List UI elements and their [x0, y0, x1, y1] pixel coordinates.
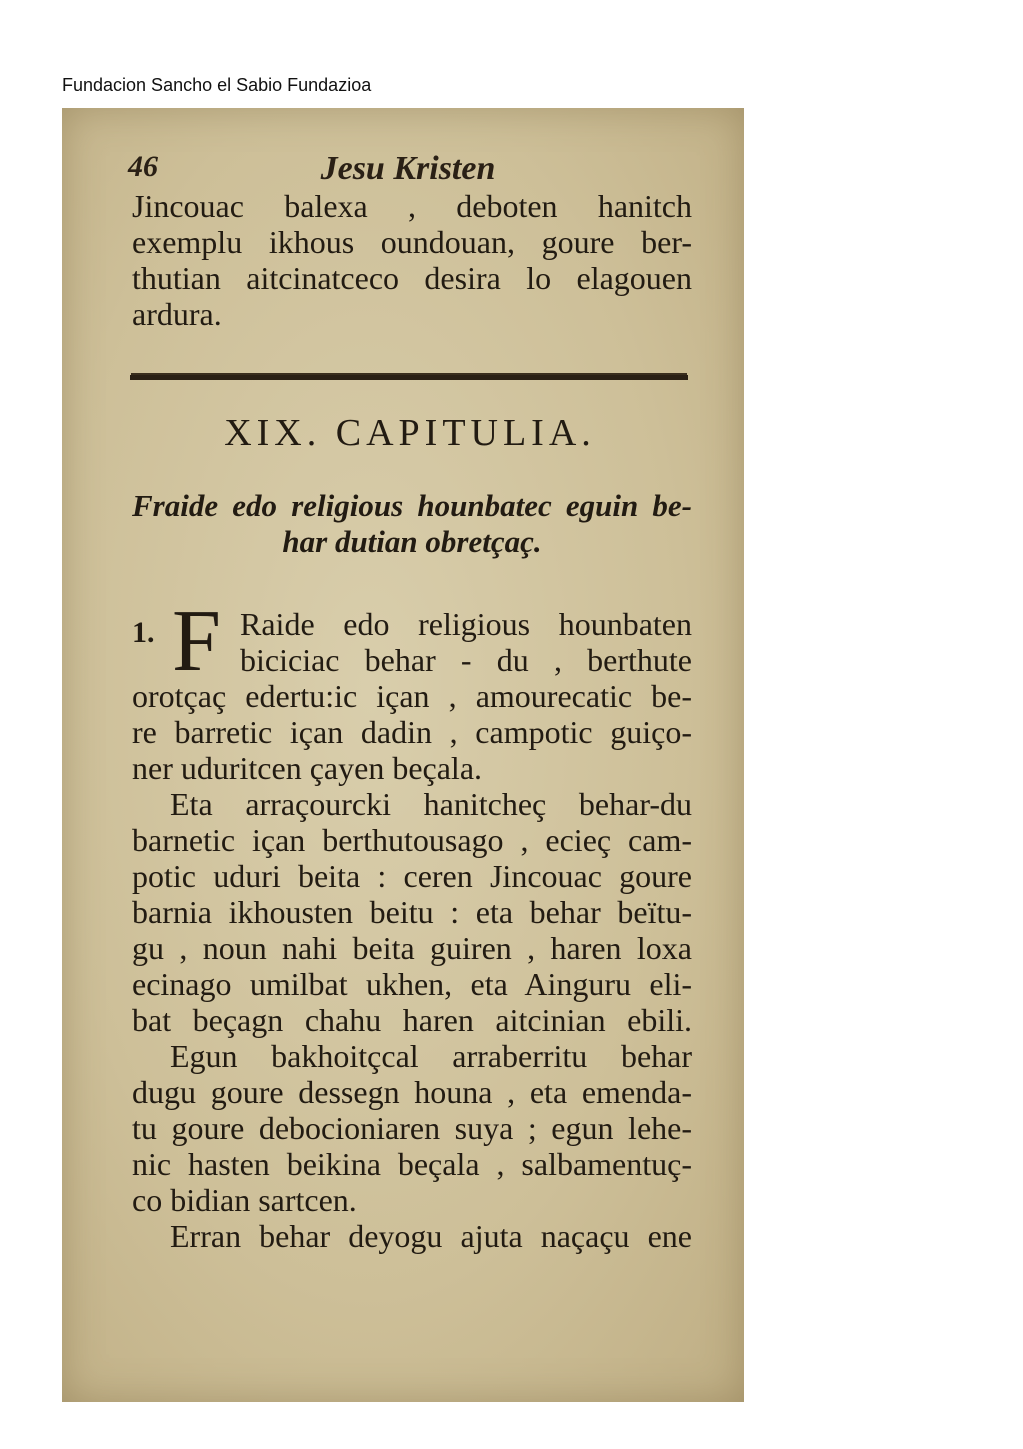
text-line: Egun bakhoitçcal arraberritu behar	[170, 1038, 692, 1074]
text-line: gu , noun nahi beita guiren , haren loxa	[132, 930, 692, 966]
horizontal-rule	[130, 375, 688, 380]
text-line: dugu goure dessegn houna , eta emenda-	[132, 1074, 692, 1110]
text-line: nic hasten beikina beçala , salbamentuç-	[132, 1146, 692, 1182]
text-line: ardura.	[132, 296, 222, 332]
drop-cap: F	[172, 593, 221, 690]
running-title: Jesu Kristen	[320, 150, 496, 187]
paragraph-number: 1.	[132, 616, 155, 649]
text-line: Jincouac balexa , deboten hanitch	[132, 188, 692, 224]
text-line: ner uduritcen çayen beçala.	[132, 750, 483, 786]
text-line: exemplu ikhous oundouan, goure ber-	[132, 224, 692, 260]
text-line: Raide edo religious hounbaten	[240, 606, 692, 642]
text-line: thutian aitcinatceco desira lo elagouen	[132, 260, 692, 296]
chapter-heading: XIX. CAPITULIA.	[224, 412, 596, 454]
text-line: potic uduri beita : ceren Jincouac goure	[132, 858, 692, 894]
text-line: Eta arraçourcki hanitcheç behar-du	[170, 786, 692, 822]
source-header: Fundacion Sancho el Sabio Fundazioa	[62, 75, 372, 95]
page-number: 46	[128, 150, 158, 183]
running-head	[128, 150, 688, 190]
scanned-page	[62, 108, 744, 1402]
text-line: Erran behar deyogu ajuta naçaçu ene	[170, 1218, 692, 1254]
text-line: re barretic içan dadin , campotic guiço-	[132, 714, 692, 750]
text-line: bat beçagn chahu haren aitcinian ebili.	[132, 1002, 692, 1038]
chapter-subtitle-line: Fraide edo religious hounbatec eguin be-	[132, 488, 692, 523]
text-line: co bidian sartcen.	[132, 1182, 357, 1218]
text-line: orotçaç edertu:ic içan , amourecatic be-	[132, 678, 692, 714]
chapter-subtitle-line: har dutian obretçaç.	[282, 524, 542, 559]
text-line: tu goure debocioniaren suya ; egun lehe-	[132, 1110, 692, 1146]
text-line: biciciac behar - du , berthute	[240, 642, 692, 678]
text-line: barnia ikhousten beitu : eta behar beïtu-	[132, 894, 692, 930]
text-line: barnetic içan berthutousago , ecieç cam-	[132, 822, 692, 858]
text-line: ecinago umilbat ukhen, eta Ainguru eli-	[132, 966, 692, 1002]
